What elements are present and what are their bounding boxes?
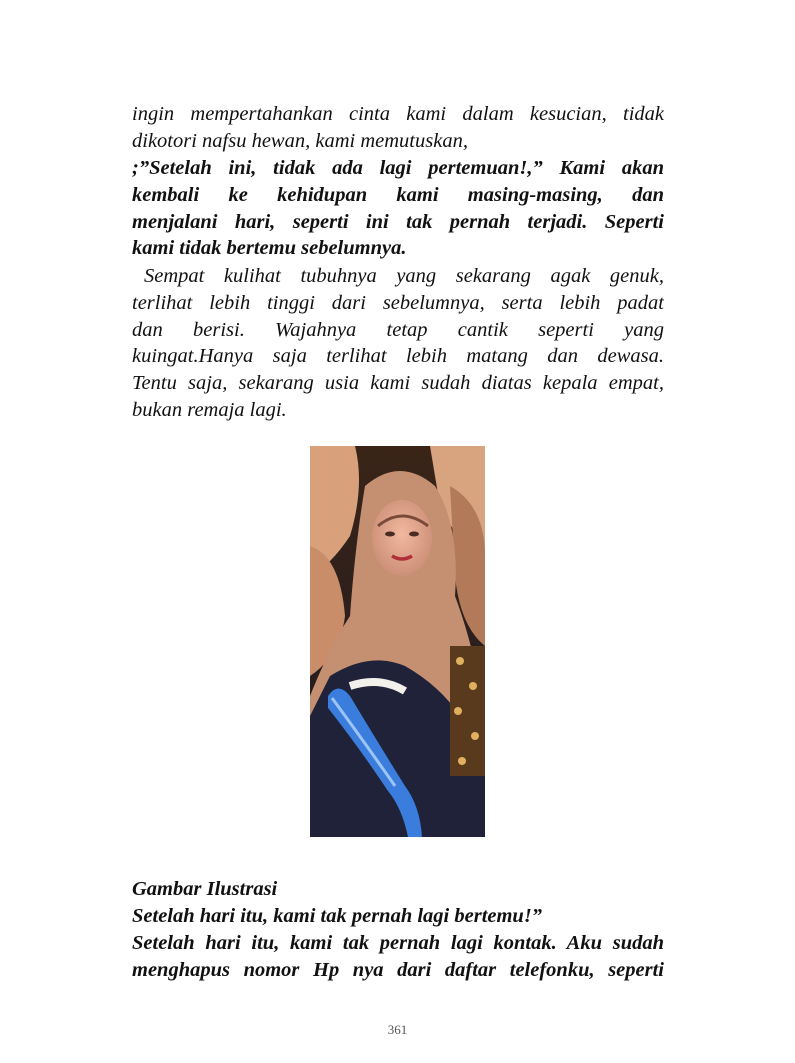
- caption: [132, 876, 664, 930]
- text-line: bukan remaja lagi.: [132, 398, 287, 421]
- text-line: Setelah hari itu, kami tak pernah lagi kontak. Aku sudah: [132, 932, 664, 954]
- text-line: dan berisi. Wajahnya tetap cantik seperti yang: [132, 318, 664, 341]
- text-line: dikotori nafsu hewan, kami memutuskan,: [132, 129, 468, 152]
- text-line: ;”Setelah ini, tidak ada lagi pertemuan!,” Kami akan: [132, 157, 664, 179]
- caption-text: Setelah hari itu, kami tak pernah lagi bertemu!”: [132, 904, 543, 927]
- text-line: Tentu saja, sekarang usia kami sudah diatas kepala empat,: [132, 372, 664, 395]
- caption-title: Gambar Ilustrasi: [132, 878, 278, 900]
- text-line: menghapus nomor Hp nya dari daftar telefonku, seperti: [132, 958, 664, 981]
- text-line: kuingat.Hanya saja terlihat lebih matang dan dewasa.: [132, 345, 664, 368]
- text-line: kembali ke kehidupan kami masing-masing, dan: [132, 183, 664, 206]
- paragraph-2-bold: [132, 155, 664, 262]
- text-line: ingin mempertahankan cinta kami dalam kesucian, tidak: [132, 103, 664, 125]
- paragraph-1: [132, 101, 664, 155]
- paragraph-4-bold: [132, 930, 664, 984]
- text-line: kami tidak bertemu sebelumnya.: [132, 237, 407, 260]
- illustration-photo: [310, 446, 485, 837]
- paragraph-3: [132, 263, 664, 424]
- text-line: menjalani hari, seperti ini tak pernah terjadi. Seperti: [132, 210, 664, 233]
- text-line: terlihat lebih tinggi dari sebelumnya, serta lebih padat: [132, 291, 664, 314]
- page-number: 361: [387, 1022, 408, 1037]
- text-line: Sempat kulihat tubuhnya yang sekarang agak genuk,: [144, 265, 664, 287]
